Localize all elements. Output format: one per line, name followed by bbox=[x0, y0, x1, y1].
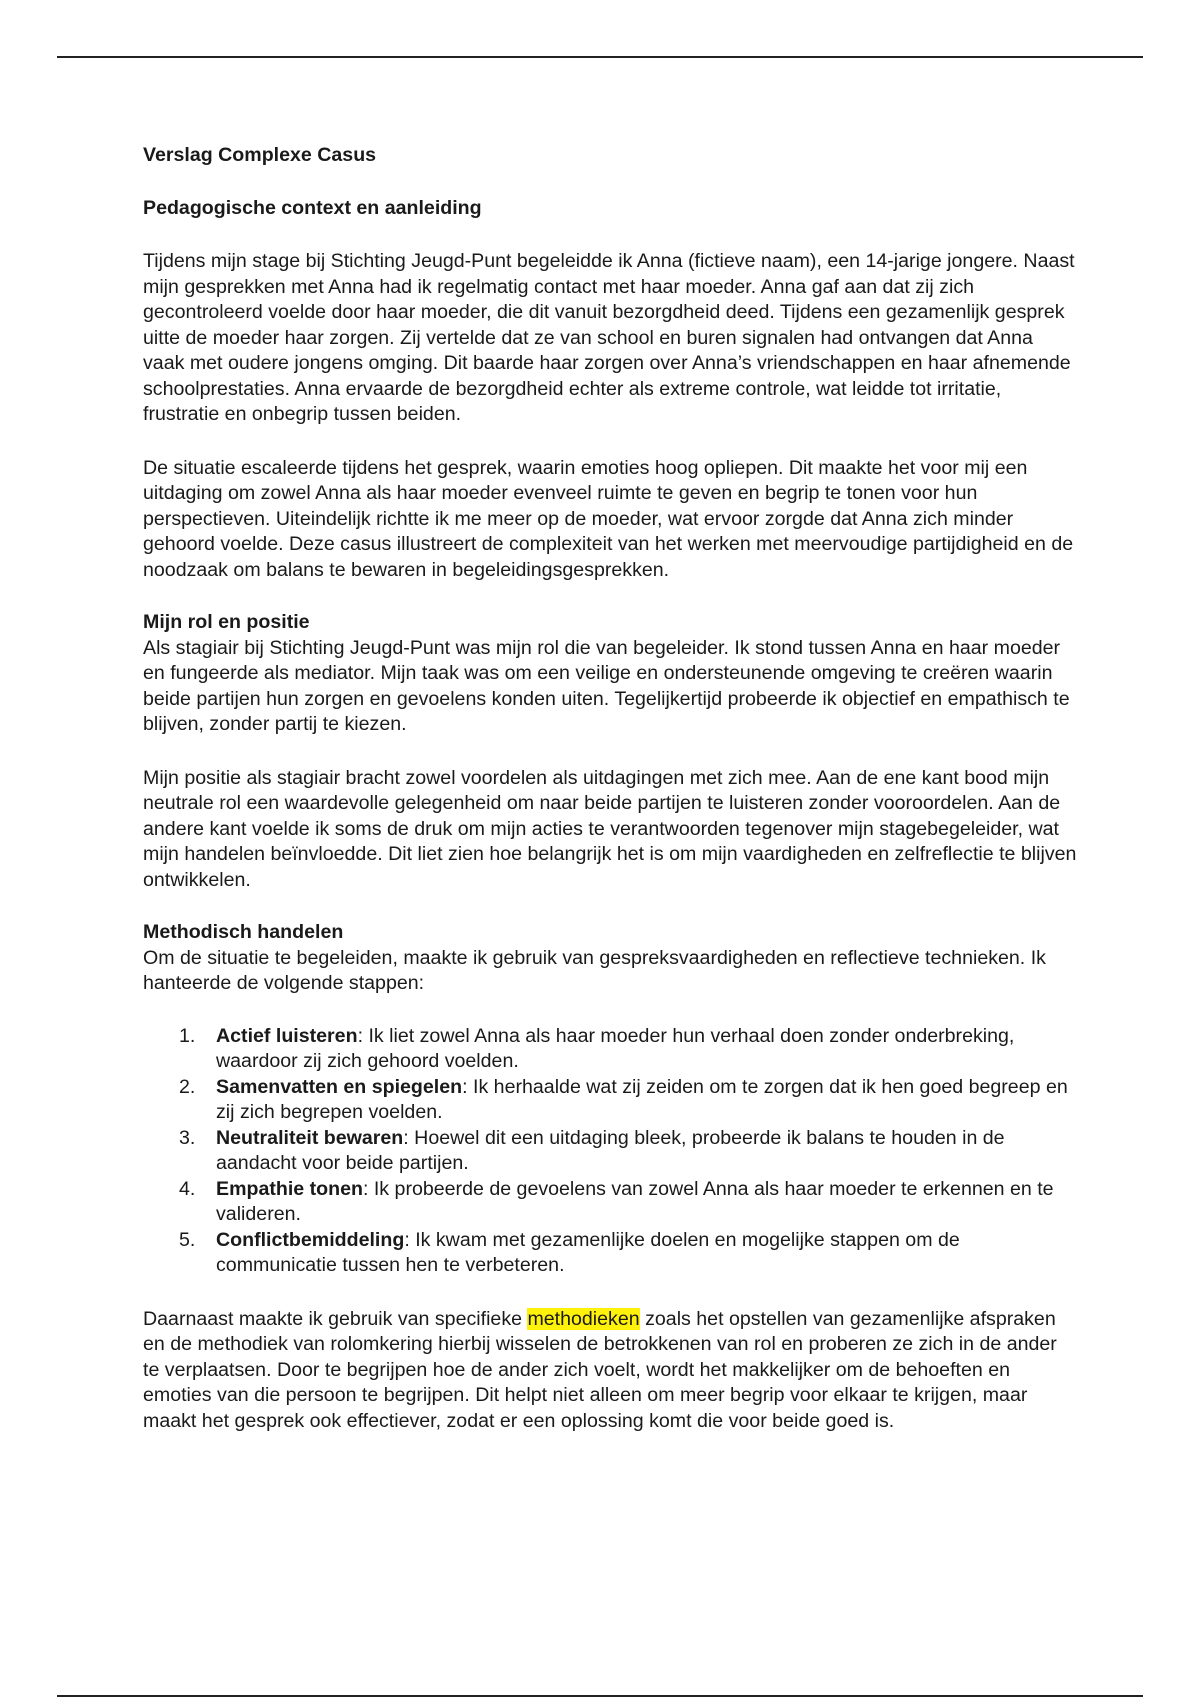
list-item-number: 2. bbox=[179, 1075, 196, 1098]
list-item-text: : Ik liet zowel Anna als haar moeder hun verhaal doen zonder onderbreking, waardoor zij zich gehoord voelden. bbox=[216, 1024, 1015, 1072]
list-item bbox=[143, 1075, 1078, 1126]
list-item bbox=[143, 1228, 1078, 1279]
section-heading-method: Methodisch handelen bbox=[143, 921, 344, 943]
list-item-text: : Hoewel dit een uitdaging bleek, probeerde ik balans te houden in de aandacht voor beide partijen. bbox=[216, 1126, 1005, 1174]
closing-text-before: Daarnaast maakte ik gebruik van specifieke bbox=[143, 1307, 528, 1330]
highlighted-term: methodieken bbox=[527, 1307, 640, 1330]
list-item-term: Neutraliteit bewaren bbox=[216, 1126, 404, 1149]
paragraph-context-1: Tijdens mijn stage bij Stichting Jeugd-Punt begeleidde ik Anna (fictieve naam), een 14-jarige jongere. Naast mijn gesprekken met Anna had ik regelmatig contact met haar moeder. Anna gaf aan dat zij zich gecontroleerd voelde door haar moeder, die dit vanuit bezorgdheid deed. Tijdens een gezamenlijk gesprek uitte de moeder haar zorgen. Zij vertelde dat ze van school en buren signalen had ontvangen dat Anna vaak met oudere jongens omging. Dit baarde haar zorgen over Anna’s vriendschappen en haar afnemende schoolprestaties. Anna ervaarde de bezorgdheid echter als extreme controle, wat leidde tot irritatie, frustratie en onbegrip tussen beiden. bbox=[143, 250, 1075, 425]
list-item-text: : Ik kwam met gezamenlijke doelen en mogelijke stappen om de communicatie tussen hen te verbeteren. bbox=[216, 1228, 960, 1276]
paragraph-role-2: Mijn positie als stagiair bracht zowel voordelen als uitdagingen met zich mee. Aan de ene kant bood mijn neutrale rol een waardevolle gelegenheid om naar beide partijen te luisteren zonder vooroordelen. Aan de andere kant voelde ik soms de druk om mijn acties te verantwoorden tegenover mijn stagebegeleider, wat mijn handelen beïnvloedde. Dit liet zien hoe belangrijk het is om mijn vaardigheden en zelfreflectie te blijven ontwikkelen. bbox=[143, 766, 1077, 891]
paragraph-method-intro: Om de situatie te begeleiden, maakte ik gebruik van gespreksvaardigheden en reflectieve technieken. Ik hanteerde de volgende stappen: bbox=[143, 946, 1046, 994]
method-steps-list bbox=[143, 1024, 1078, 1279]
list-item-term: Samenvatten en spiegelen bbox=[216, 1075, 463, 1098]
list-item bbox=[143, 1024, 1078, 1075]
paragraph-role-1: Als stagiair bij Stichting Jeugd-Punt was mijn rol die van begeleider. Ik stond tussen Anna en haar moeder en fungeerde als mediator. Mijn taak was om een veilige en ondersteunende omgeving te creëren waarin beide partijen hun zorgen en gevoelens konden uiten. Tegelijkertijd probeerde ik objectief en empathisch te blijven, zonder partij te kiezen. bbox=[143, 636, 1070, 735]
list-item-number: 3. bbox=[179, 1126, 196, 1149]
list-item-term: Conflictbemiddeling bbox=[216, 1228, 405, 1251]
list-item-term: Actief luisteren bbox=[216, 1024, 358, 1047]
page-bottom-rule bbox=[57, 1695, 1143, 1697]
paragraph-context-2: De situatie escaleerde tijdens het gesprek, waarin emoties hoog opliepen. Dit maakte het voor mij een uitdaging om zowel Anna als haar moeder evenveel ruimte te geven en begrip te tonen voor hun perspectieven. Uiteindelijk richtte ik me meer op de moeder, wat ervoor zorgde dat Anna zich minder gehoord voelde. Deze casus illustreert de complexiteit van het werken met meervoudige partijdigheid en de noodzaak om balans te bewaren in begeleidingsgesprekken. bbox=[143, 456, 1074, 581]
list-item-number: 1. bbox=[179, 1024, 196, 1047]
list-item bbox=[143, 1177, 1078, 1228]
list-item bbox=[143, 1126, 1078, 1177]
document-body bbox=[143, 143, 1078, 1434]
document-title: Verslag Complexe Casus bbox=[143, 144, 377, 166]
page-top-rule bbox=[57, 56, 1143, 58]
section-heading-context: Pedagogische context en aanleiding bbox=[143, 196, 482, 219]
list-item-text: : Ik herhaalde wat zij zeiden om te zorgen dat ik hen goed begreep en zij zich begrepen voelden. bbox=[216, 1075, 1068, 1123]
section-heading-role: Mijn rol en positie bbox=[143, 611, 310, 633]
list-item-number: 4. bbox=[179, 1177, 196, 1200]
list-item-term: Empathie tonen bbox=[216, 1177, 363, 1200]
list-item-number: 5. bbox=[179, 1228, 196, 1251]
closing-text-after: zoals het opstellen van gezamenlijke afspraken en de methodiek van rolomkering hierbij wisselen de betrokkenen van rol en proberen ze zich in de ander te verplaatsen. Door te begrijpen hoe de ander zich voelt, wordt het makkelijker om de behoeften en emoties van die persoon te begrijpen. Dit helpt niet alleen om meer begrip voor elkaar te krijgen, maar maakt het gesprek ook effectiever, zodat er een oplossing komt die voor beide goed is. bbox=[143, 1307, 1057, 1432]
paragraph-method-closing bbox=[143, 1307, 1078, 1435]
list-item-text: : Ik probeerde de gevoelens van zowel Anna als haar moeder te erkennen en te valideren. bbox=[216, 1177, 1054, 1225]
